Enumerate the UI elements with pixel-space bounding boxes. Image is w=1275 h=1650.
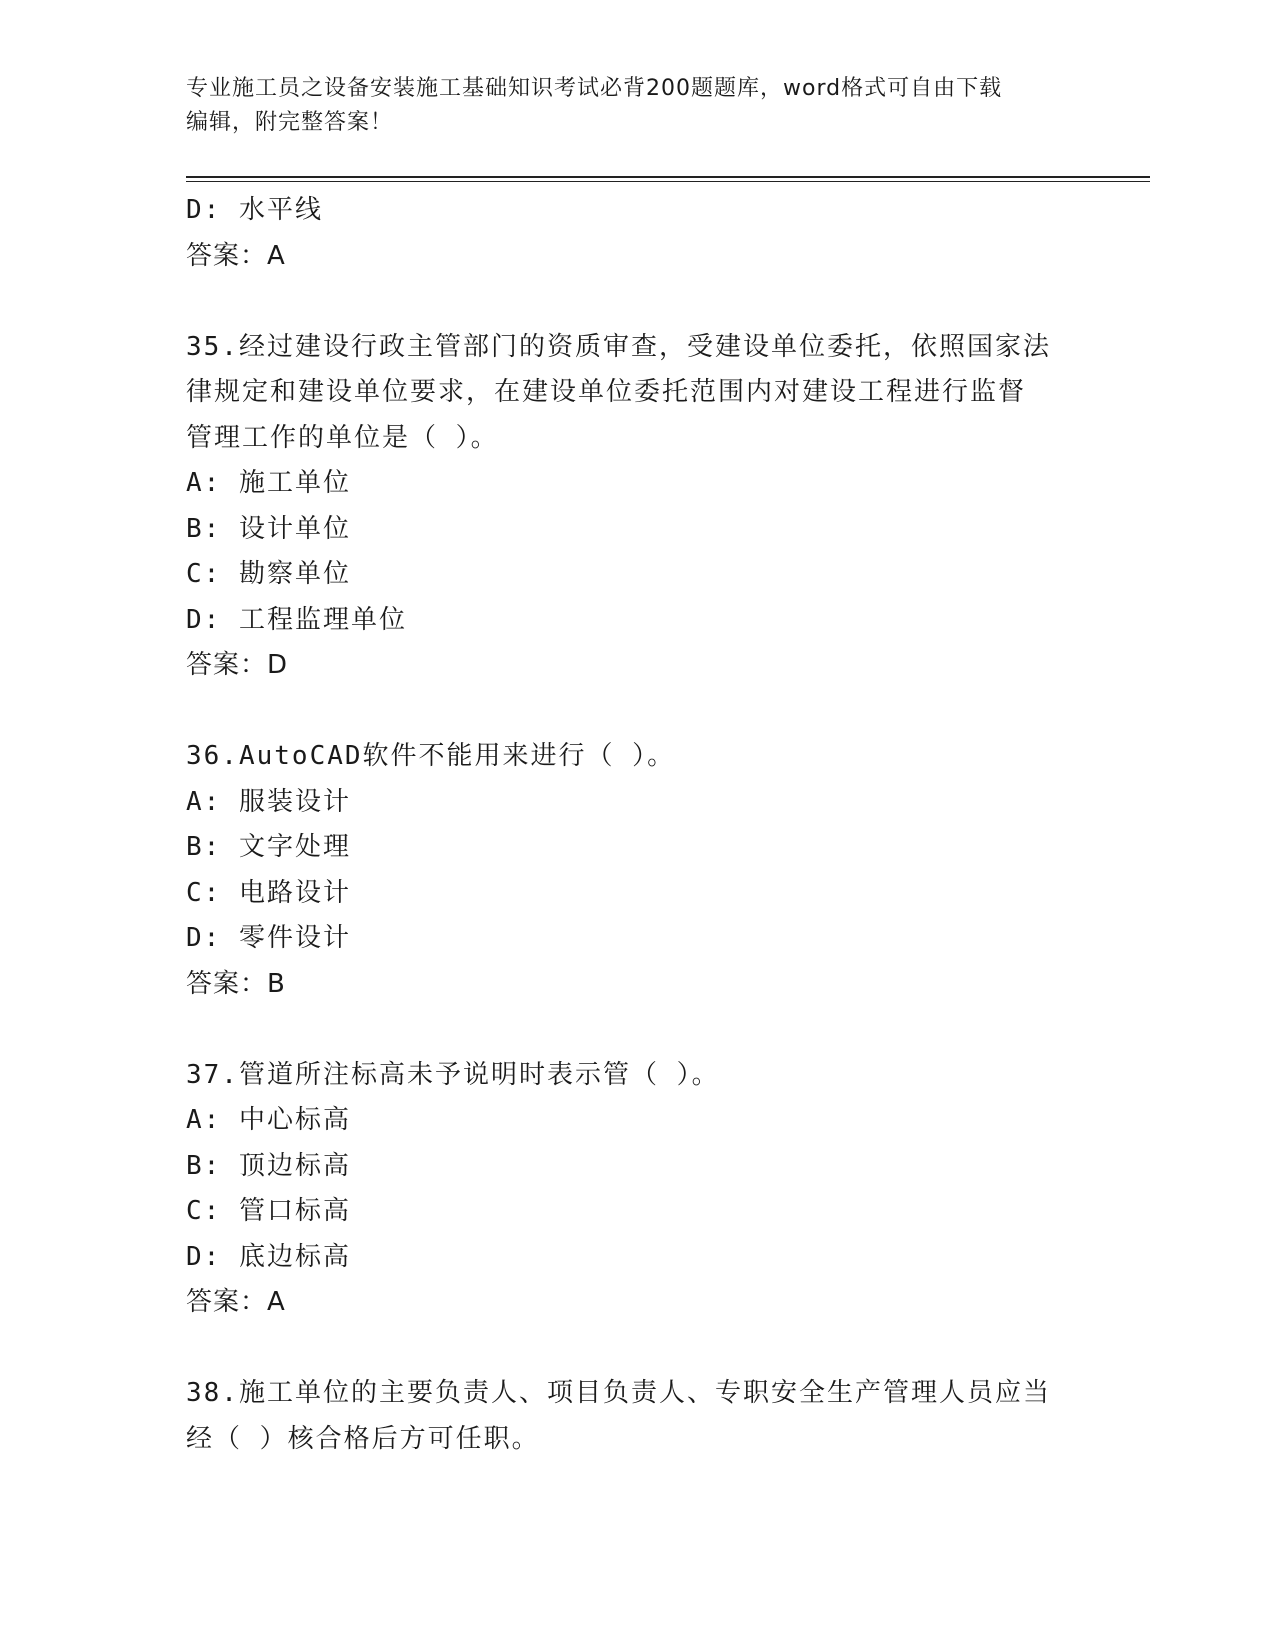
question-38-text-line-1: 38.施工单位的主要负责人、项目负责人、专职安全生产管理人员应当 bbox=[186, 1378, 1051, 1408]
question-37-option-d: D: 底边标高 bbox=[186, 1241, 351, 1272]
spacer bbox=[186, 1326, 1086, 1372]
question-37-option-b: B: 顶边标高 bbox=[186, 1150, 351, 1181]
header-line-2: 编辑，附完整答案！ bbox=[186, 110, 394, 135]
option-d: D: 水平线 bbox=[186, 195, 323, 225]
question-list bbox=[186, 188, 1086, 1462]
question-36-text: 36.AutoCAD软件不能用来进行（ ）。 bbox=[186, 741, 676, 771]
question-35-text-line-1: 35.经过建设行政主管部门的资质审查，受建设单位委托，依照国家法 bbox=[186, 331, 1051, 362]
question-35-answer: 答案：D bbox=[186, 650, 289, 680]
question-35-option-b: B: 设计单位 bbox=[186, 513, 351, 544]
header-divider-thin bbox=[186, 181, 1150, 182]
question-37-answer: 答案：A bbox=[186, 1287, 286, 1317]
question-38-text-line-2: 经（ ）核合格后方可任职。 bbox=[186, 1423, 540, 1454]
question-37-option-c: C: 管口标高 bbox=[186, 1196, 351, 1226]
spacer bbox=[186, 279, 1086, 325]
question-36-answer: 答案：B bbox=[186, 968, 286, 999]
question-35-text-line-3: 管理工作的单位是（ ）。 bbox=[186, 422, 499, 453]
question-36-option-c: C: 电路设计 bbox=[186, 877, 351, 908]
header-divider-thick bbox=[186, 176, 1150, 178]
question-35-option-c: C: 勘察单位 bbox=[186, 559, 351, 589]
question-35-text-line-2: 律规定和建设单位要求，在建设单位委托范围内对建设工程进行监督 bbox=[186, 377, 1027, 407]
question-36-option-d: D: 零件设计 bbox=[186, 923, 351, 953]
header-line-1: 专业施工员之设备安装施工基础知识考试必背200题题库，word格式可自由下载 bbox=[186, 76, 1003, 101]
question-35-option-a: A: 施工单位 bbox=[186, 468, 351, 498]
spacer bbox=[186, 689, 1086, 735]
question-35-option-d: D: 工程监理单位 bbox=[186, 604, 407, 635]
question-36-option-b: B: 文字处理 bbox=[186, 832, 351, 862]
question-37-option-a: A: 中心标高 bbox=[186, 1105, 351, 1135]
question-37-text: 37.管道所注标高未予说明时表示管（ ）。 bbox=[186, 1059, 720, 1090]
spacer bbox=[186, 1007, 1086, 1053]
answer-line: 答案：A bbox=[186, 240, 286, 271]
question-36-option-a: A: 服装设计 bbox=[186, 786, 351, 817]
document-header bbox=[186, 72, 1086, 140]
